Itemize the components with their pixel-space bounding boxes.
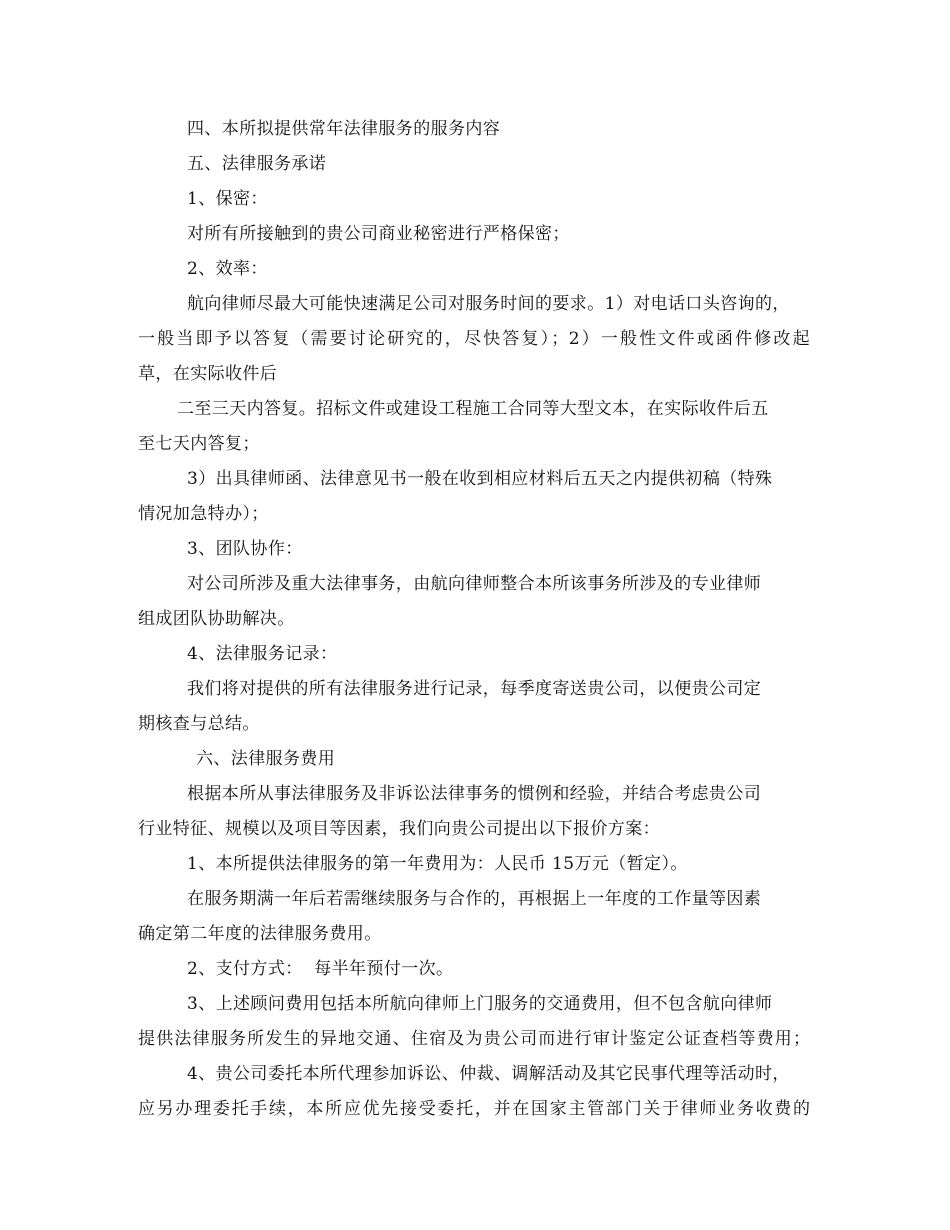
paragraph-line: 1、本所提供法律服务的第一年费用为：人民币 15万元（暂定）。 (187, 854, 688, 874)
item-heading-efficiency: 2、效率： (187, 259, 268, 279)
item-heading-records: 4、法律服务记录： (187, 644, 338, 664)
paragraph-line: 4、贵公司委托本所代理参加诉讼、仲裁、调解活动及其它民事代理等活动时， (187, 1064, 790, 1084)
paragraph-line: 提供法律服务所发生的异地交通、住宿及为贵公司而进行审计鉴定公证查档等费用； (138, 1029, 810, 1049)
paragraph-line: 根据本所从事法律服务及非诉讼法律事务的惯例和经验，并结合考虑贵公司 (187, 784, 762, 804)
paragraph-line: 确定第二年度的法律服务费用。 (138, 924, 382, 944)
paragraph-line: 3、上述顾问费用包括本所航向律师上门服务的交通费用，但不包含航向律师 (187, 994, 773, 1014)
section-heading-4: 四、本所拟提供常年法律服务的服务内容 (187, 119, 501, 139)
paragraph-line: 至七天内答复； (138, 434, 260, 454)
paragraph-line: 3）出具律师函、法律意见书一般在收到相应材料后五天之内提供初稿（特殊 (187, 469, 773, 489)
paragraph-line: 对公司所涉及重大法律事务，由航向律师整合本所该事务所涉及的专业律师 (187, 574, 762, 594)
paragraph-line: 在服务期满一年后若需继续服务与合作的，再根据上一年度的工作量等因素 (187, 889, 762, 909)
paragraph-line: 我们将对提供的所有法律服务进行记录，每季度寄送贵公司，以便贵公司定 (187, 679, 762, 699)
paragraph-line: 一般当即予以答复（需要讨论研究的，尽快答复）；2）一般性文件或函件修改起 (138, 329, 810, 349)
paragraph-line: 组成团队协助解决。 (138, 609, 295, 629)
paragraph-line: 二至三天内答复。招标文件或建设工程施工合同等大型文本，在实际收件后五 (177, 399, 769, 419)
section-heading-6: 六、法律服务费用 (196, 749, 336, 769)
paragraph-line: 对所有所接触到的贵公司商业秘密进行严格保密； (187, 224, 570, 244)
item-heading-teamwork: 3、团队协作： (187, 539, 303, 559)
paragraph-line: 2、支付方式： 每半年预付一次。 (187, 959, 454, 979)
paragraph-line: 期核查与总结。 (138, 714, 260, 734)
section-heading-5: 五、法律服务承诺 (187, 154, 327, 174)
item-heading-confidentiality: 1、保密： (187, 189, 268, 209)
paragraph-line: 应另办理委托手续，本所应优先接受委托，并在国家主管部门关于律师业务收费的 (138, 1099, 810, 1119)
paragraph-line: 情况加急特办）； (138, 504, 269, 524)
paragraph-line: 行业特征、规模以及项目等因素，我们向贵公司提出以下报价方案： (138, 819, 660, 839)
paragraph-line: 航向律师尽最大可能快速满足公司对服务时间的要求。1）对电话口头咨询的， (187, 294, 790, 314)
paragraph-line: 草，在实际收件后 (138, 364, 278, 384)
